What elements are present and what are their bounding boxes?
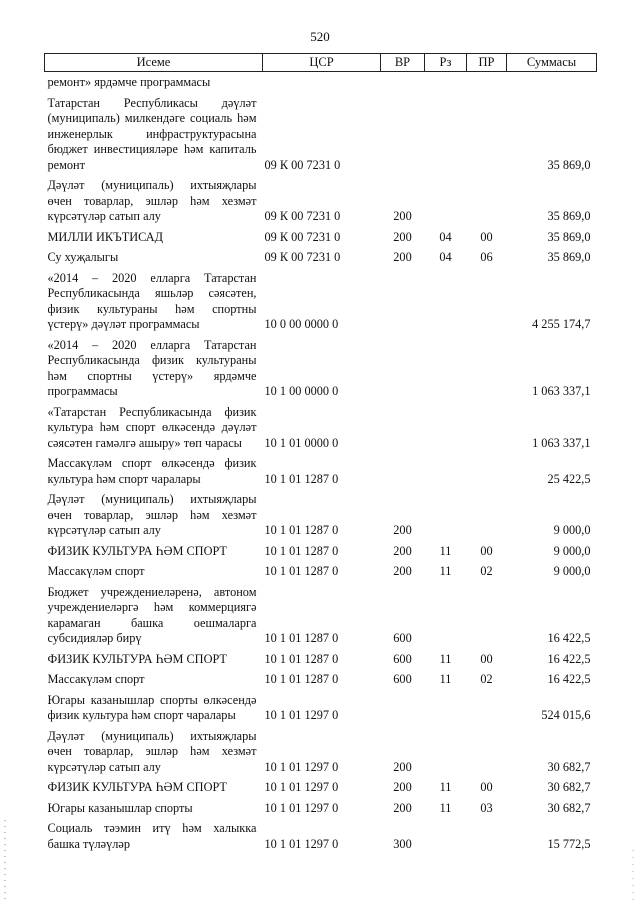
table-row — [45, 777, 597, 798]
row-sum: 16 422,5 — [547, 651, 591, 666]
row-sum: 30 682,7 — [547, 759, 591, 774]
row-name: Массакүләм спорт — [47, 672, 145, 686]
table-row — [45, 72, 597, 93]
table-row — [45, 726, 597, 778]
row-sum: 9 000,0 — [553, 564, 591, 578]
row-csr: 10 1 01 1297 0 — [264, 708, 339, 722]
row-pr — [467, 402, 507, 454]
table-row — [45, 649, 597, 670]
row-vr: 200 — [393, 543, 412, 558]
header-rz: Рз — [425, 54, 467, 72]
row-vr — [381, 72, 425, 93]
row-name: «Татарстан Республикасында физик культура һәм спорт өлкәсендә дәүләт сәясәтен гамәлгә ашыру» төп чарасы — [47, 404, 257, 450]
row-csr: 10 1 00 0000 0 — [264, 384, 339, 398]
row-rz — [425, 72, 467, 93]
row-name: ФИЗИК КУЛЬТУРА ҺӘМ СПОРТ — [47, 651, 227, 666]
row-pr — [467, 335, 507, 402]
row-name: Югары казанышлар спорты өлкәсендә физик культура һәм спорт чаралары — [47, 692, 257, 722]
row-vr: 300 — [393, 836, 412, 851]
row-rz: 11 — [439, 672, 452, 686]
row-name: МИЛЛИ ИКЪТИСАД — [47, 229, 163, 244]
row-csr: 10 1 01 1287 0 — [264, 543, 339, 558]
row-name: «2014 – 2020 елларга Татарстан Республикасында яшьләр сәясәтен, физик культураны һәм спортны үстерү» дәүләт программасы — [47, 270, 257, 331]
page-number: 520 — [310, 29, 330, 44]
table-row — [45, 402, 597, 454]
row-vr — [381, 335, 425, 402]
row-name: ФИЗИК КУЛЬТУРА ҺӘМ СПОРТ — [47, 780, 227, 794]
scan-edge-marks-left — [4, 820, 6, 900]
row-vr: 600 — [393, 672, 412, 686]
row-vr — [381, 93, 425, 176]
row-name: Массакүләм спорт өлкәсендә физик культура һәм спорт чаралары — [47, 456, 257, 486]
row-sum: 35 869,0 — [547, 209, 591, 223]
row-sum: 30 682,7 — [547, 780, 591, 794]
row-name: «2014 – 2020 елларга Татарстан Республикасында физик культураны һәм спортны үстерү» ярдәмче программасы — [47, 337, 257, 398]
row-rz: 11 — [439, 651, 452, 666]
row-pr — [467, 818, 507, 854]
row-vr: 200 — [393, 800, 412, 815]
scan-edge-marks-right — [632, 850, 634, 900]
row-sum: 35 869,0 — [547, 157, 591, 172]
row-pr: 00 — [480, 543, 493, 558]
row-name: Су хуҗалыгы — [47, 250, 119, 264]
row-name: Бюджет учреждениеләренә, автоном учреждениеләргә һәм коммерциягә карамаган башка оешмаларга субсидияләр бирү — [47, 584, 257, 645]
row-pr — [467, 582, 507, 649]
row-vr — [381, 453, 425, 489]
row-rz — [425, 690, 467, 726]
row-sum — [507, 72, 597, 93]
table-row — [45, 247, 597, 268]
row-pr: 02 — [480, 672, 493, 686]
table-row — [45, 690, 597, 726]
row-rz — [425, 93, 467, 176]
row-pr: 00 — [480, 780, 493, 794]
row-sum: 9 000,0 — [553, 543, 591, 558]
header-sum: Суммасы — [507, 54, 597, 72]
row-rz: 11 — [439, 780, 452, 794]
row-rz: 11 — [439, 564, 452, 578]
row-pr: 00 — [480, 651, 493, 666]
row-rz — [425, 268, 467, 335]
row-csr: 10 1 01 1287 0 — [264, 631, 339, 645]
row-name: Дәүләт (муниципаль) ихтыяҗлары өчен товарлар, эшләр һәм хезмәт күрсәтүләр сатып алу — [47, 728, 257, 774]
row-sum: 9 000,0 — [553, 523, 591, 537]
row-rz: 11 — [439, 543, 452, 558]
row-vr: 200 — [393, 523, 412, 537]
row-csr — [263, 72, 381, 93]
table-row — [45, 227, 597, 248]
row-csr: 10 1 01 0000 0 — [264, 435, 339, 450]
table-row — [45, 93, 597, 176]
row-name: Дәүләт (муниципаль) ихтыяҗлары өчен товарлар, эшләр һәм хезмәт күрсәтүләр сатып алу — [47, 178, 257, 223]
row-rz — [425, 453, 467, 489]
table-row — [45, 489, 597, 541]
row-sum: 1 063 337,1 — [532, 435, 591, 450]
row-rz: 11 — [439, 800, 452, 815]
table-row — [45, 818, 597, 854]
row-vr — [381, 402, 425, 454]
row-rz — [425, 818, 467, 854]
row-vr: 200 — [393, 229, 412, 244]
row-pr — [467, 726, 507, 778]
row-csr: 10 1 01 1287 0 — [264, 564, 339, 578]
table-row — [45, 268, 597, 335]
header-vr: ВР — [381, 54, 425, 72]
row-name: Дәүләт (муниципаль) ихтыяҗлары өчен товарлар, эшләр һәм хезмәт күрсәтүләр сатып алу — [47, 492, 257, 537]
row-csr: 10 1 01 1287 0 — [264, 523, 339, 537]
table-row — [45, 561, 597, 582]
row-csr: 09 К 00 7231 0 — [264, 229, 341, 244]
row-rz — [425, 582, 467, 649]
row-vr: 200 — [393, 564, 412, 578]
row-name: Татарстан Республикасы дәүләт (муниципаль) милкендәге социаль һәм инженерлык инфраструктурасына бюджет инвестицияләре һәм капиталь ремонт — [47, 95, 257, 172]
header-pr: ПР — [467, 54, 507, 72]
row-pr: 06 — [480, 250, 493, 264]
row-pr — [467, 489, 507, 541]
row-name: Массакүләм спорт — [47, 564, 145, 578]
row-name: Югары казанышлар спорты — [47, 800, 193, 815]
row-csr: 09 К 00 7231 0 — [264, 209, 341, 223]
row-csr: 10 1 01 1297 0 — [264, 800, 339, 815]
row-csr: 10 1 01 1287 0 — [264, 672, 339, 686]
row-pr — [467, 72, 507, 93]
row-csr: 10 1 01 1287 0 — [264, 471, 339, 486]
table-row — [45, 335, 597, 402]
row-rz: 04 — [439, 229, 452, 244]
table-header-row — [45, 54, 597, 72]
row-vr: 200 — [393, 780, 412, 794]
row-sum: 35 869,0 — [547, 229, 591, 244]
row-vr — [381, 268, 425, 335]
row-vr: 200 — [393, 209, 412, 223]
header-name: Исеме — [45, 54, 263, 72]
row-rz — [425, 726, 467, 778]
row-pr: 02 — [480, 564, 493, 578]
row-pr — [467, 453, 507, 489]
table-row — [45, 669, 597, 690]
row-pr — [467, 93, 507, 176]
row-sum: 4 255 174,7 — [532, 317, 591, 331]
table-row — [45, 582, 597, 649]
row-pr: 03 — [480, 800, 493, 815]
row-csr: 10 1 01 1297 0 — [264, 759, 339, 774]
row-rz — [425, 335, 467, 402]
row-pr: 00 — [480, 229, 493, 244]
row-rz — [425, 175, 467, 227]
header-csr: ЦСР — [263, 54, 381, 72]
row-sum: 524 015,6 — [541, 708, 591, 722]
row-csr: 10 1 01 1287 0 — [264, 651, 339, 666]
row-vr: 200 — [393, 250, 412, 264]
row-pr — [467, 690, 507, 726]
table-row — [45, 798, 597, 819]
row-vr — [381, 690, 425, 726]
row-pr — [467, 268, 507, 335]
table-row — [45, 453, 597, 489]
row-rz: 04 — [439, 250, 452, 264]
budget-table — [44, 53, 597, 854]
row-sum: 15 772,5 — [547, 836, 591, 851]
row-name: ФИЗИК КУЛЬТУРА ҺӘМ СПОРТ — [47, 543, 227, 558]
row-csr: 09 К 00 7231 0 — [264, 250, 341, 264]
table-row — [45, 541, 597, 562]
row-sum: 35 869,0 — [547, 250, 591, 264]
row-name: Социаль тәэмин итү һәм халыкка башка түләүләр — [47, 821, 257, 851]
row-sum: 16 422,5 — [547, 672, 591, 686]
row-pr — [467, 175, 507, 227]
row-csr: 10 1 01 1297 0 — [264, 836, 339, 851]
row-rz — [425, 402, 467, 454]
row-csr: 09 К 00 7231 0 — [264, 157, 341, 172]
row-vr: 600 — [393, 631, 412, 645]
row-sum: 25 422,5 — [547, 471, 591, 486]
row-vr: 600 — [393, 651, 412, 666]
row-vr: 200 — [393, 759, 412, 774]
row-name: ремонт» ярдәмче программасы — [47, 75, 211, 89]
row-sum: 16 422,5 — [547, 631, 591, 645]
row-sum: 1 063 337,1 — [532, 384, 591, 398]
table-row — [45, 175, 597, 227]
row-sum: 30 682,7 — [547, 800, 591, 815]
row-csr: 10 0 00 0000 0 — [264, 317, 339, 331]
row-csr: 10 1 01 1297 0 — [264, 780, 339, 794]
row-rz — [425, 489, 467, 541]
